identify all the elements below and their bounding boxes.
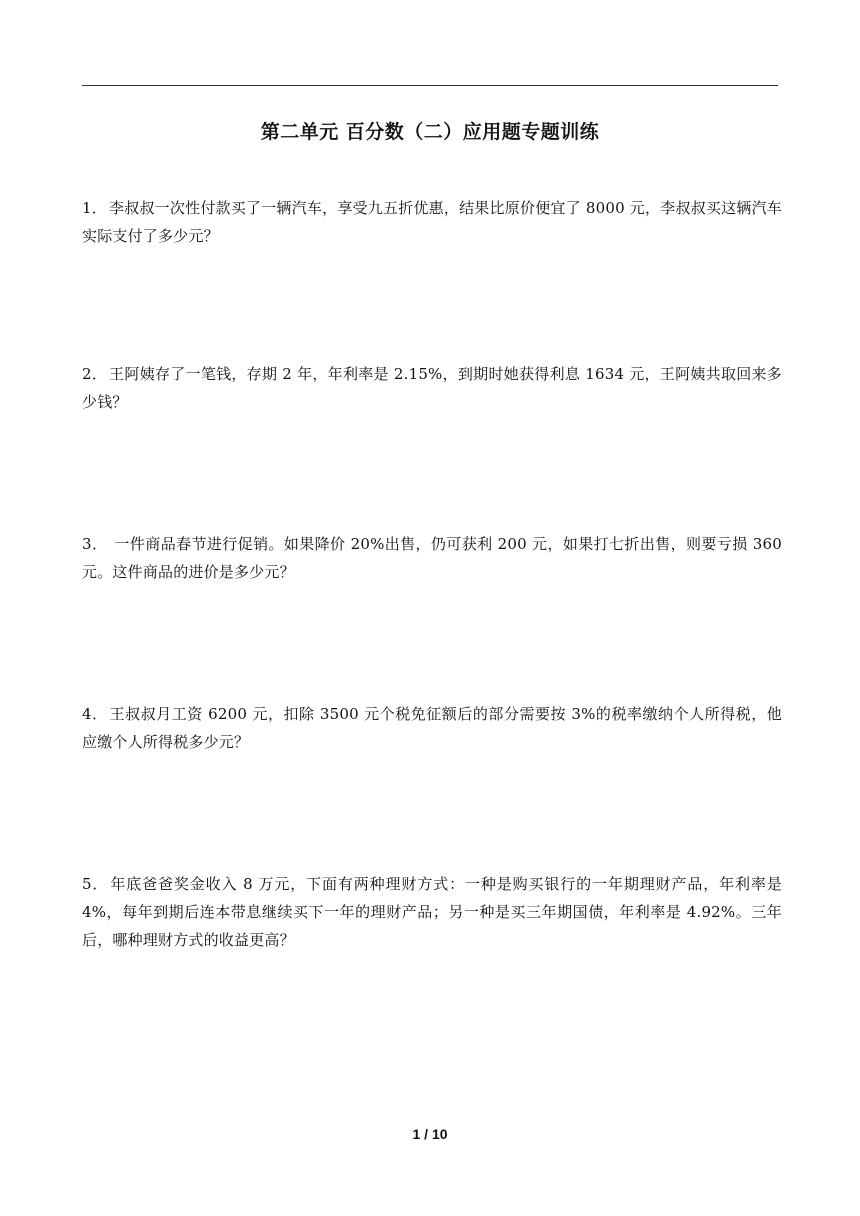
question-text: 李叔叔一次性付款买了一辆汽车，享受九五折优惠，结果比原价便宜了 8000 元，李叔叔买这辆汽车实际支付了多少元？ xyxy=(82,199,782,245)
question-5 xyxy=(82,870,782,954)
header-divider xyxy=(82,85,778,86)
question-number: 3． xyxy=(82,535,108,553)
page-number: 1 / 10 xyxy=(412,1126,448,1142)
question-number: 4． xyxy=(82,705,108,723)
question-number: 5． xyxy=(82,875,109,893)
question-1 xyxy=(82,194,782,250)
page-title: 第二单元 百分数（二）应用题专题训练 xyxy=(260,121,600,143)
question-3 xyxy=(82,530,782,586)
question-text: 一件商品春节进行促销。如果降价 20%出售，仍可获利 200 元，如果打七折出售，则要亏损 360 元。这件商品的进价是多少元？ xyxy=(82,535,782,581)
question-text: 王叔叔月工资 6200 元，扣除 3500 元个税免征额后的部分需要按 3%的税率缴纳个人所得税，他应缴个人所得税多少元？ xyxy=(82,705,782,751)
question-number: 1． xyxy=(82,199,107,217)
question-text: 王阿姨存了一笔钱，存期 2 年，年利率是 2.15%，到期时她获得利息 1634 元，王阿姨共取回来多少钱？ xyxy=(82,365,782,411)
question-number: 2． xyxy=(82,365,108,383)
question-4 xyxy=(82,700,782,756)
question-2 xyxy=(82,360,782,416)
question-text: 年底爸爸奖金收入 8 万元，下面有两种理财方式：一种是购买银行的一年期理财产品，年利率是 4%，每年到期后连本带息继续买下一年的理财产品；另一种是买三年期国债，年利率是 4.92%。三年后，哪种理财方式的收益更高？ xyxy=(82,875,782,949)
